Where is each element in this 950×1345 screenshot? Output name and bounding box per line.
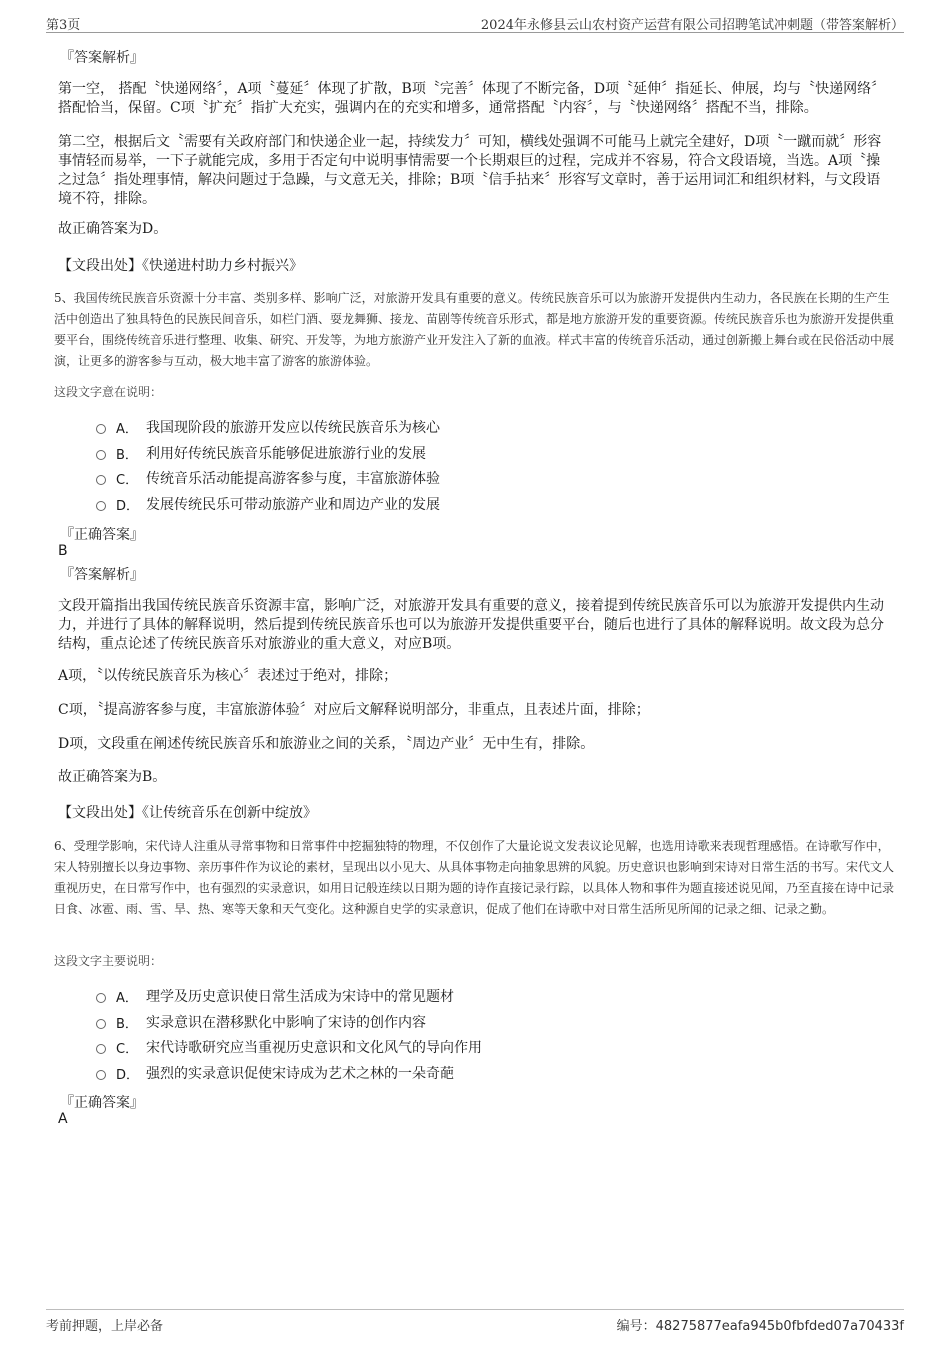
analysis-label: 『答案解析』 — [60, 50, 144, 66]
option-text: 强烈的实录意识促使宋诗成为艺术之林的一朵奇葩 — [146, 1066, 454, 1082]
analysis-paragraph-4: D项，文段重在阐述传统民族音乐和旅游业之间的关系，〝周边产业〞无中生有，排除。 — [58, 736, 595, 752]
correct-answer-label: 『正确答案』 — [60, 527, 144, 543]
footer-slogan: 考前押题，上岸必备 — [46, 1319, 164, 1334]
radio-icon[interactable] — [96, 993, 106, 1003]
option-letter: D． — [116, 1067, 140, 1083]
option-text: 利用好传统民族音乐能够促进旅游行业的发展 — [146, 446, 426, 462]
radio-icon[interactable] — [96, 475, 106, 485]
option-letter: C． — [116, 472, 139, 488]
radio-icon[interactable] — [96, 501, 106, 511]
option-letter: B． — [116, 1016, 138, 1032]
correct-answer-label: 『正确答案』 — [60, 1095, 144, 1111]
radio-icon[interactable] — [96, 1044, 106, 1054]
question-5-option-d[interactable] — [96, 494, 440, 514]
question-6-text: 6、受理学影响，宋代诗人注重从寻常事物和日常事件中挖掘独特的物理，不仅创作了大量论说文发表议论见解，也选用诗歌来表现哲理感悟。在诗歌写作中，宋人特别擅长以身边事物、亲历事件作为议论的素材，呈现出以小见大、从具体事物走向抽象思辨的风貌。历史意识也影响到宋诗对日常生活的书写。宋代文人重视历史，在日常写作中，也有强烈的实录意识，如用日记般连续以日期为题的诗作直接记录行踪，以具体人物和事件为题直接述说见闻，乃至直接在诗中记录日食、冰雹、雨、雪、旱、热、寒等天象和天气变化。这种源自史学的实录意识，促成了他们在诗歌中对日常生活所见所闻的记录之细、记录之勤。 — [54, 839, 895, 916]
correct-answer: B — [58, 543, 68, 559]
option-letter: A． — [116, 421, 138, 437]
option-letter: A． — [116, 990, 138, 1006]
analysis-paragraph-2: A项，〝以传统民族音乐为核心〞表述过于绝对，排除； — [58, 668, 398, 684]
question-5-option-c[interactable] — [96, 468, 440, 488]
page-number: 第3页 — [46, 18, 81, 33]
analysis-paragraph-3: C项，〝提高游客参与度，丰富旅游体验〞对应后文解释说明部分，非重点，且表述片面，排除； — [58, 702, 650, 718]
option-letter: D． — [116, 498, 140, 514]
analysis-label: 『答案解析』 — [60, 567, 144, 583]
option-text: 宋代诗歌研究应当重视历史意识和文化风气的导向作用 — [146, 1040, 482, 1056]
option-letter: C． — [116, 1041, 139, 1057]
question-5-text: 5、我国传统民族音乐资源十分丰富、类别多样、影响广泛，对旅游开发具有重要的意义。传统民族音乐可以为旅游开发提供内生动力，各民族在长期的生产生活中创造出了独具特色的民族民间音乐，如栏门酒、耍龙舞狮、接龙、苗剧等传统音乐形式，都是地方旅游开发的重要资源。传统民族音乐也为旅游开发提供重要平台，围绕传统音乐进行整理、收集、研究、开发等，为地方旅游产业开发注入了新的血液。样式丰富的传统音乐活动，通过创新搬上舞台或在民俗活动中展演，让更多的游客参与互动，极大地丰富了游客的旅游体验。 — [54, 291, 895, 368]
document-title: 2024年永修县云山农村资产运营有限公司招聘笔试冲刺题（带答案解析） — [480, 18, 904, 33]
question-6-option-a[interactable] — [96, 986, 454, 1006]
radio-icon[interactable] — [96, 424, 106, 434]
analysis-paragraph-1: 第一空， 搭配〝快递网络〞，A项〝蔓延〞体现了扩散，B项〝完善〞体现了不断完备，D项〝延伸〞指延长、伸展，均与〝快递网络〞搭配恰当，保留。C项〝扩充〞指扩大充实，强调内在的充实和增多，通常搭配〝内容〞，与〝快递网络〞搭配不当，排除。 — [58, 81, 886, 116]
option-text: 传统音乐活动能提高游客参与度，丰富旅游体验 — [146, 471, 440, 487]
option-text: 我国现阶段的旅游开发应以传统民族音乐为核心 — [146, 420, 440, 436]
analysis-conclusion: 故正确答案为D。 — [58, 221, 168, 237]
option-text: 实录意识在潜移默化中影响了宋诗的创作内容 — [146, 1015, 426, 1031]
correct-answer: A — [58, 1111, 68, 1127]
page-header — [46, 12, 904, 33]
question-6-option-b[interactable] — [96, 1012, 426, 1032]
document-id: 编号：48275877eafa945b0fbfded07a70433f — [616, 1319, 904, 1334]
analysis-paragraph-1: 文段开篇指出我国传统民族音乐资源丰富，影响广泛，对旅游开发具有重要的意义，接着提到传统民族音乐可以为旅游开发提供内生动力，并进行了具体的解释说明，然后提到传统民族音乐也可以为旅游开发提供重要平台，随后也进行了具体的解释说明。故文段为总分结构，重点论述了传统民族音乐对旅游业的重大意义，对应B项。 — [58, 598, 884, 652]
analysis-paragraph-2: 第二空，根据后文〝需要有关政府部门和快递企业一起，持续发力〞可知，横线处强调不可能马上就完全建好，D项〝一蹴而就〞形容事情轻而易举，一下子就能完成，多用于否定句中说明事情需要一个长期艰巨的过程，完成并不容易，符合文段语境，当选。A项〝操之过急〞指处理事情，解决问题过于急躁，与文意无关，排除；B项〝信手拈来〞形容写文章时，善于运用词汇和组织材料，与文段语境不符，排除。 — [58, 134, 882, 207]
question-5-option-a[interactable] — [96, 417, 440, 437]
option-letter: B． — [116, 447, 138, 463]
question-5-prompt: 这段文字意在说明： — [54, 385, 163, 399]
radio-icon[interactable] — [96, 1070, 106, 1080]
page-footer — [46, 1309, 904, 1332]
radio-icon[interactable] — [96, 450, 106, 460]
question-6-option-d[interactable] — [96, 1063, 454, 1083]
question-5-option-b[interactable] — [96, 443, 426, 463]
radio-icon[interactable] — [96, 1019, 106, 1029]
question-6-prompt: 这段文字主要说明： — [54, 954, 163, 968]
source-citation: 【文段出处】《让传统音乐在创新中绽放》 — [58, 805, 317, 821]
source-citation: 【文段出处】《快递进村助力乡村振兴》 — [58, 258, 303, 274]
question-6-option-c[interactable] — [96, 1037, 482, 1057]
option-text: 理学及历史意识使日常生活成为宋诗中的常见题材 — [146, 989, 454, 1005]
option-text: 发展传统民乐可带动旅游产业和周边产业的发展 — [146, 497, 440, 513]
analysis-conclusion: 故正确答案为B。 — [58, 769, 167, 785]
